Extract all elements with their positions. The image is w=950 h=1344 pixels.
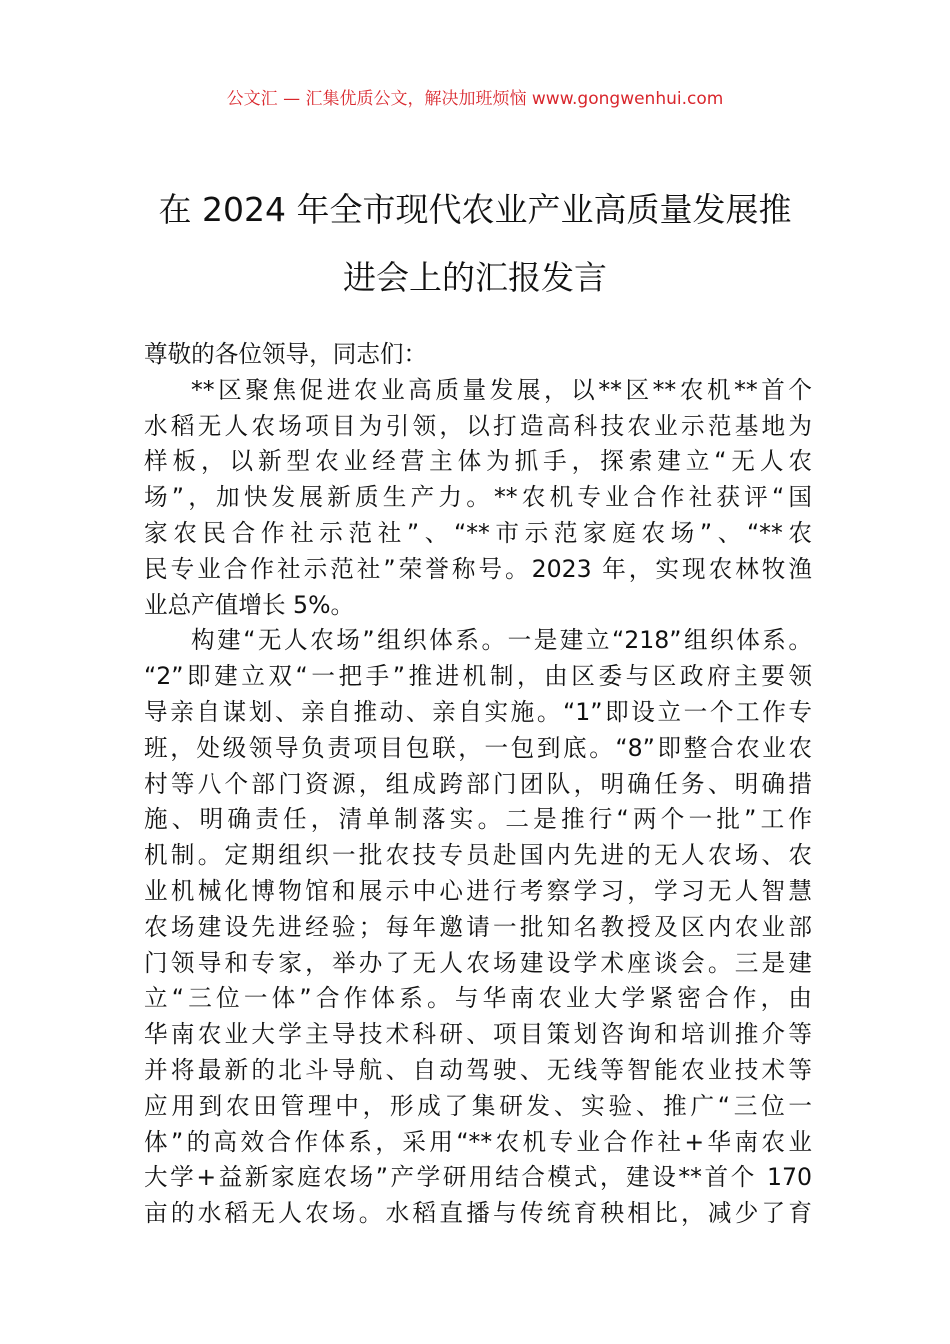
paragraph-line: 农场建设先进经验；每年邀请一批知名教授及区内农业部 [144,912,812,941]
paragraph-line: 村等八个部门资源，组成跨部门团队，明确任务、明确措 [144,769,812,798]
salutation: 尊敬的各位领导，同志们： [144,340,428,368]
paragraph-line: “2”即建立双“一把手”推进机制，由区委与区政府主要领 [144,662,812,691]
paragraph-line: 水稻无人农场项目为引领，以打造高科技农业示范基地为 [144,411,812,440]
paragraph-line: 应用到农田管理中，形成了集研发、实验、推广“三位一 [144,1091,812,1120]
paragraph-line: 亩的水稻无人农场。水稻直播与传统育秧相比，减少了育 [144,1199,812,1228]
paragraph-line: 并将最新的北斗导航、自动驾驶、无线等智能农业技术等 [144,1055,812,1084]
paragraph-line: 门领导和专家，举办了无人农场建设学术座谈会。三是建 [144,948,812,977]
paragraph-line: 业机械化博物馆和展示中心进行考察学习，学习无人智慧 [144,876,812,905]
paragraph-line: 民专业合作社示范社”荣誉称号。2023 年，实现农林牧渔 [144,554,812,583]
paragraph-line: 大学+益新家庭农场”产学研用结合模式，建设**首个 170 [144,1163,812,1192]
paragraph-line: 立“三位一体”合作体系。与华南农业大学紧密合作，由 [144,984,812,1013]
title-line-1: 在 2024 年全市现代农业产业高质量发展推 [158,190,792,229]
paragraph-line: **区聚焦促进农业高质量发展，以**区**农机**首个 [191,375,812,404]
document-body [144,337,812,1232]
paragraph-line: 家农民合作社示范社”、“**市示范家庭农场”、“**农 [144,518,812,547]
paragraph-line: 施、明确责任，清单制落实。二是推行“两个一批”工作 [144,805,812,834]
paragraph-line: 构建“无人农场”组织体系。一是建立“218”组织体系。 [191,626,812,655]
paragraph-line: 华南农业大学主导技术科研、项目策划咨询和培训推介等 [144,1020,812,1049]
title-line-2: 进会上的汇报发言 [343,258,607,297]
paragraph-line: 导亲自谋划、亲自推动、亲自实施。“1”即设立一个工作专 [144,697,812,726]
paragraph-line: 场”，加快发展新质生产力。**农机专业合作社获评“国 [144,483,812,512]
paragraph-line: 样板，以新型农业经营主体为抓手，探索建立“无人农 [144,447,812,476]
paragraph-line: 体”的高效合作体系，采用“**农机专业合作社+华南农业 [144,1127,812,1156]
paragraph-line: 机制。定期组织一批农技专员赴国内先进的无人农场、农 [144,841,812,870]
site-banner: 公文汇 — 汇集优质公文，解决加班烦恼 www.gongwenhui.com [226,89,724,109]
document-title [130,176,820,312]
paragraph-line: 班，处级领导负责项目包联，一包到底。“8”即整合农业农 [144,733,812,762]
paragraph-line: 业总产值增长 5%。 [144,590,355,619]
